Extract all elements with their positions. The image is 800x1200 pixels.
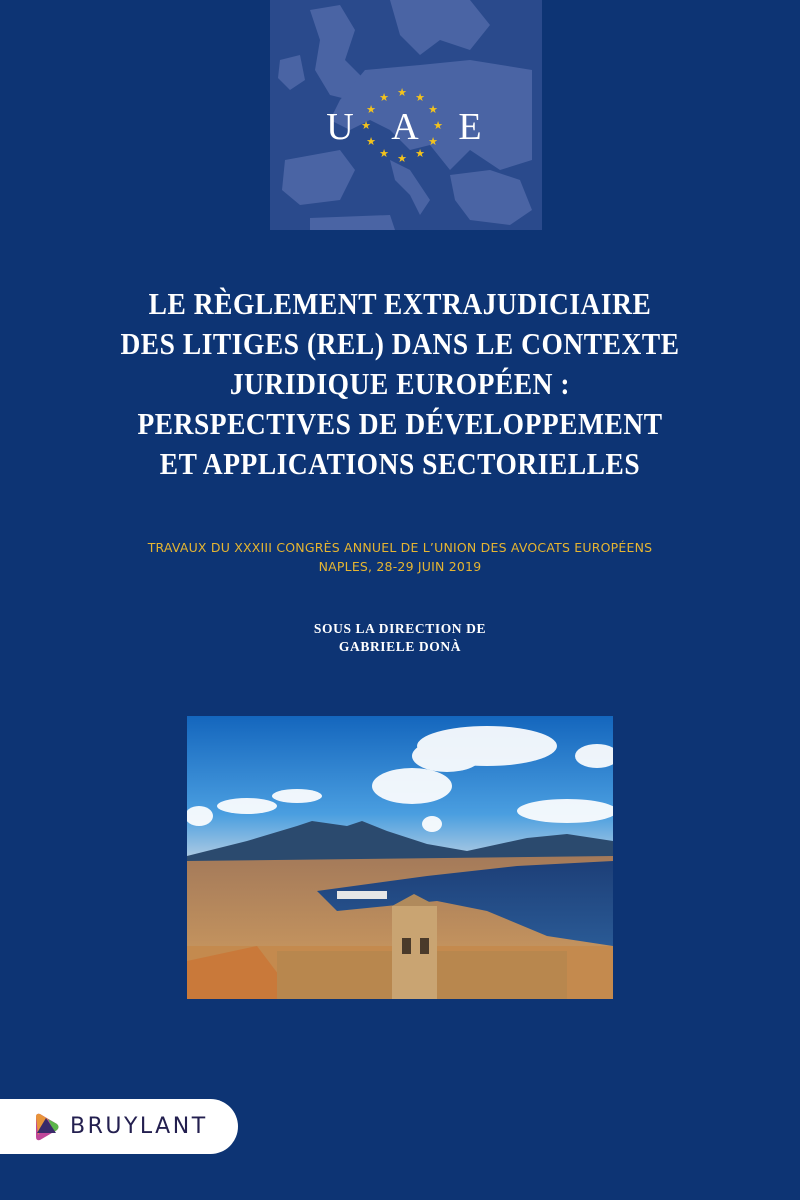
- logo-letter-u: U: [326, 106, 354, 148]
- svg-text:★: ★: [379, 91, 389, 104]
- svg-text:★: ★: [433, 119, 443, 132]
- book-title: [76, 284, 724, 484]
- svg-text:★: ★: [366, 135, 376, 148]
- subtitle-line: TRAVAUX DU XXXIII CONGRÈS ANNUEL DE L’UNION DES AVOCATS EUROPÉENS: [147, 540, 653, 555]
- svg-text:★: ★: [415, 147, 425, 160]
- naples-vesuvius-photo-icon: [187, 716, 613, 999]
- title-line: ET APPLICATIONS SECTORIELLES: [159, 447, 641, 481]
- title-line: PERSPECTIVES DE DÉVELOPPEMENT: [137, 407, 663, 441]
- svg-text:★: ★: [428, 135, 438, 148]
- svg-text:★: ★: [379, 147, 389, 160]
- logo-letter-a: A: [391, 106, 419, 148]
- title-line: DES LITIGES (REL) DANS LE CONTEXTE: [120, 327, 680, 361]
- title-line: JURIDIQUE EUROPÉEN :: [229, 367, 571, 401]
- direction-label: SOUS LA DIRECTION DE: [313, 621, 487, 636]
- cover-photo-naples: [187, 716, 613, 999]
- title-line: LE RÈGLEMENT EXTRAJUDICIAIRE: [148, 287, 652, 321]
- publisher-name: BRUYLANT: [70, 1114, 208, 1139]
- editor-credit: [200, 620, 600, 656]
- bruylant-triangle-logo-icon: [34, 1113, 60, 1141]
- svg-text:★: ★: [366, 103, 376, 116]
- editor-name: GABRIELE DONÀ: [338, 639, 462, 654]
- svg-text:★: ★: [361, 119, 371, 132]
- svg-text:★: ★: [415, 91, 425, 104]
- svg-text:★: ★: [428, 103, 438, 116]
- svg-text:★: ★: [397, 152, 407, 164]
- logo-letter-e: E: [458, 106, 482, 148]
- uae-logo: [320, 84, 490, 164]
- publisher-badge: [0, 1099, 238, 1154]
- book-subtitle: [60, 538, 740, 576]
- svg-text:★: ★: [397, 86, 407, 99]
- subtitle-line: NAPLES, 28-29 JUIN 2019: [318, 559, 482, 574]
